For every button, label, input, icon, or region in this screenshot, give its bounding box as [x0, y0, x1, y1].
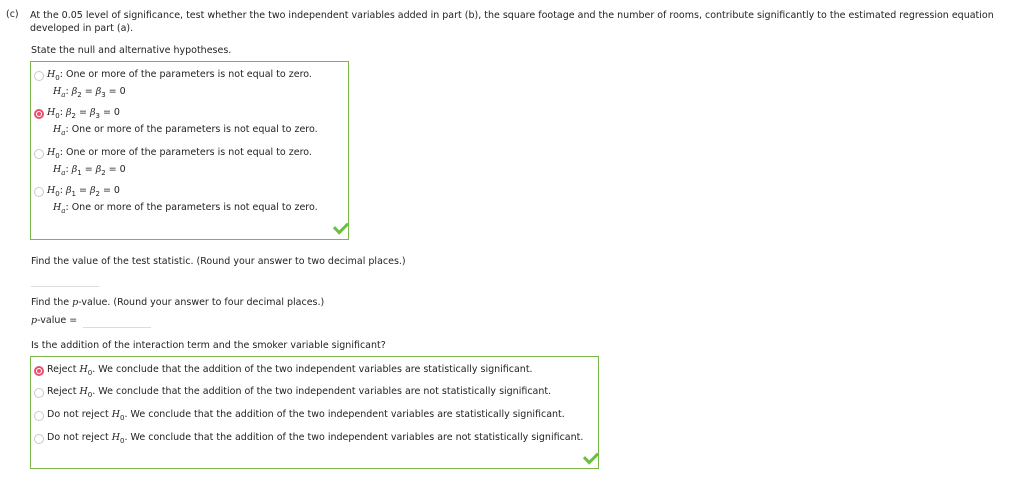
radio-button[interactable] [34, 149, 44, 159]
conclusion-answer-box [30, 356, 599, 469]
test-statistic-input[interactable] [31, 272, 99, 287]
alternative-hypothesis: $H_a$: One or more of the parameters is not equal to zero. [53, 202, 318, 215]
conclusion-prompt: Is the addition of the interaction term and the smoker variable significant? [31, 340, 386, 351]
radio-button[interactable] [34, 187, 44, 197]
conclusion-option-text: Reject $H_0$. We conclude that the addition of the two independent variables are not statistically significant. [47, 386, 552, 399]
p-value-label: p-value = [31, 315, 78, 326]
correct-check-icon [333, 218, 349, 234]
null-hypothesis: $H_0$: $\beta_1 = \beta_2 = 0$ [47, 185, 120, 198]
radio-button[interactable] [34, 388, 44, 398]
p-value-input[interactable] [83, 313, 151, 328]
radio-button[interactable] [34, 71, 44, 81]
p-value-prompt: Find the p-value. (Round your answer to four decimal places.) [31, 297, 325, 308]
test-statistic-prompt: Find the value of the test statistic. (Round your answer to two decimal places.) [31, 256, 406, 267]
hypotheses-answer-box [30, 61, 349, 240]
question-text: At the 0.05 level of significance, test whether the two independent variables added in part (b), the square footage and the number of rooms, contribute significantly to the estimated regression equation developed in part (a). [30, 10, 994, 34]
hypotheses-prompt: State the null and alternative hypotheses. [31, 45, 232, 56]
radio-button-selected[interactable] [34, 366, 44, 376]
alternative-hypothesis: $H_a$: $\beta_2 = \beta_3 = 0$ [53, 86, 126, 99]
correct-check-icon [583, 448, 599, 464]
null-hypothesis: $H_0$: One or more of the parameters is not equal to zero. [47, 69, 312, 82]
null-hypothesis: $H_0$: One or more of the parameters is not equal to zero. [47, 147, 312, 160]
alternative-hypothesis: $H_a$: One or more of the parameters is not equal to zero. [53, 124, 318, 137]
null-hypothesis: $H_0$: $\beta_2 = \beta_3 = 0$ [47, 107, 120, 120]
conclusion-option-text: Do not reject $H_0$. We conclude that the addition of the two independent variables are statistically significant. [47, 409, 565, 422]
radio-button[interactable] [34, 434, 44, 444]
conclusion-option-text: Do not reject $H_0$. We conclude that the addition of the two independent variables are not statistically significant. [47, 432, 584, 445]
radio-button-selected[interactable] [34, 109, 44, 119]
alternative-hypothesis: $H_a$: $\beta_1 = \beta_2 = 0$ [53, 164, 126, 177]
conclusion-option-text: Reject $H_0$. We conclude that the addition of the two independent variables are statistically significant. [47, 364, 533, 377]
radio-button[interactable] [34, 411, 44, 421]
part-label: (c) [6, 9, 19, 20]
